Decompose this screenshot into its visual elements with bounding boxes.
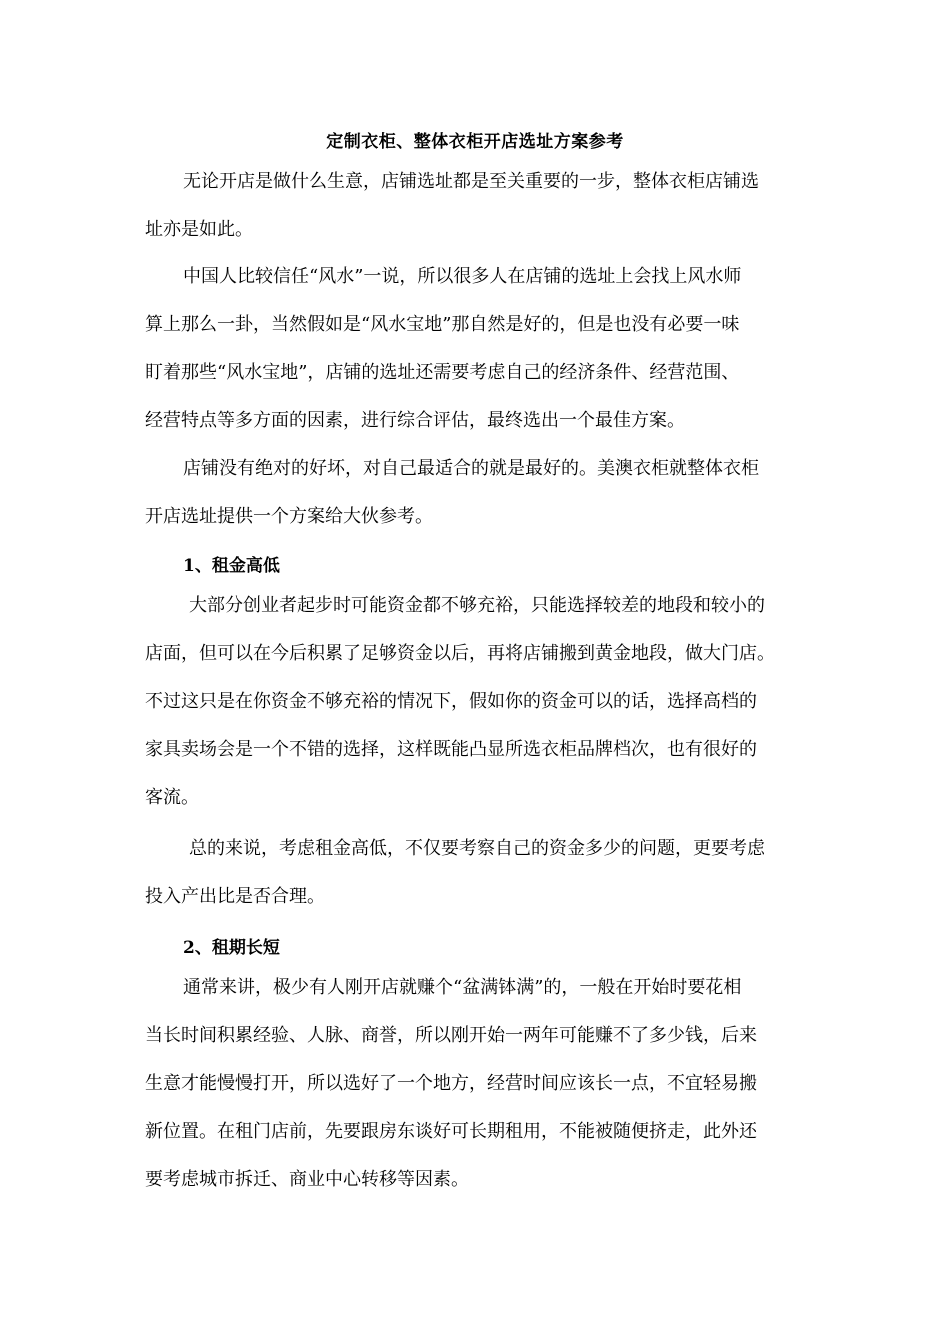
paragraph-line: 客流。: [145, 787, 199, 808]
paragraph-line: 总的来说，考虑租金高低，不仅要考察自己的资金多少的问题，更要考虑: [189, 838, 765, 859]
paragraph-rent-1: [145, 582, 810, 822]
paragraph-line: 店面，但可以在今后积累了足够资金以后，再将店铺搬到黄金地段，做大门店。: [145, 643, 775, 664]
paragraph-line: 家具卖场会是一个不错的选择，这样既能凸显所选衣柜品牌档次，也有很好的: [145, 739, 757, 760]
paragraph-line: 店铺没有绝对的好坏，对自己最适合的就是最好的。美澳衣柜就整体衣柜: [183, 458, 759, 479]
document-title: 定制衣柜、整体衣柜开店选址方案参考: [326, 132, 624, 152]
paragraph-line: 要考虑城市拆迁、商业中心转移等因素。: [145, 1169, 469, 1190]
paragraph-line: 通常来讲，极少有人刚开店就赚个“盆满钵满”的，一般在开始时要花相: [183, 977, 742, 998]
paragraph-line: 投入产出比是否合理。: [145, 886, 325, 907]
paragraph-line: 经营特点等多方面的因素，进行综合评估，最终选出一个最佳方案。: [145, 410, 685, 431]
paragraph-line: 无论开店是做什么生意，店铺选址都是至关重要的一步，整体衣柜店铺选: [183, 171, 759, 192]
paragraph-rent-2: [145, 825, 810, 921]
paragraph-line: 算上那么一卦，当然假如是“风水宝地”那自然是好的，但是也没有必要一味: [145, 314, 740, 335]
paragraph-fengshui: [145, 253, 810, 445]
paragraph-line: 不过这只是在你资金不够充裕的情况下，假如你的资金可以的话，选择高档的: [145, 691, 757, 712]
section-heading-lease-term: 2、租期长短: [183, 938, 280, 958]
paragraph-line: 盯着那些“风水宝地”，店铺的选址还需要考虑自己的经济条件、经营范围、: [145, 362, 740, 383]
paragraph-line: 开店选址提供一个方案给大伙参考。: [145, 506, 433, 527]
paragraph-lease-term: [145, 964, 810, 1204]
paragraph-intro: [145, 158, 810, 254]
paragraph-line: 中国人比较信任“风水”一说，所以很多人在店铺的选址上会找上风水师: [183, 266, 742, 287]
section-heading-rent: 1、租金高低: [183, 556, 280, 576]
paragraph-line: 新位置。在租门店前，先要跟房东谈好可长期租用，不能被随便挤走，此外还: [145, 1121, 757, 1142]
paragraph-line: 生意才能慢慢打开，所以选好了一个地方，经营时间应该长一点，不宜轻易搬: [145, 1073, 757, 1094]
paragraph-line: 址亦是如此。: [145, 219, 253, 240]
paragraph-line: 大部分创业者起步时可能资金都不够充裕，只能选择较差的地段和较小的: [189, 595, 765, 616]
paragraph-best-fit: [145, 445, 810, 541]
paragraph-line: 当长时间积累经验、人脉、商誉，所以刚开始一两年可能赚不了多少钱，后来: [145, 1025, 757, 1046]
